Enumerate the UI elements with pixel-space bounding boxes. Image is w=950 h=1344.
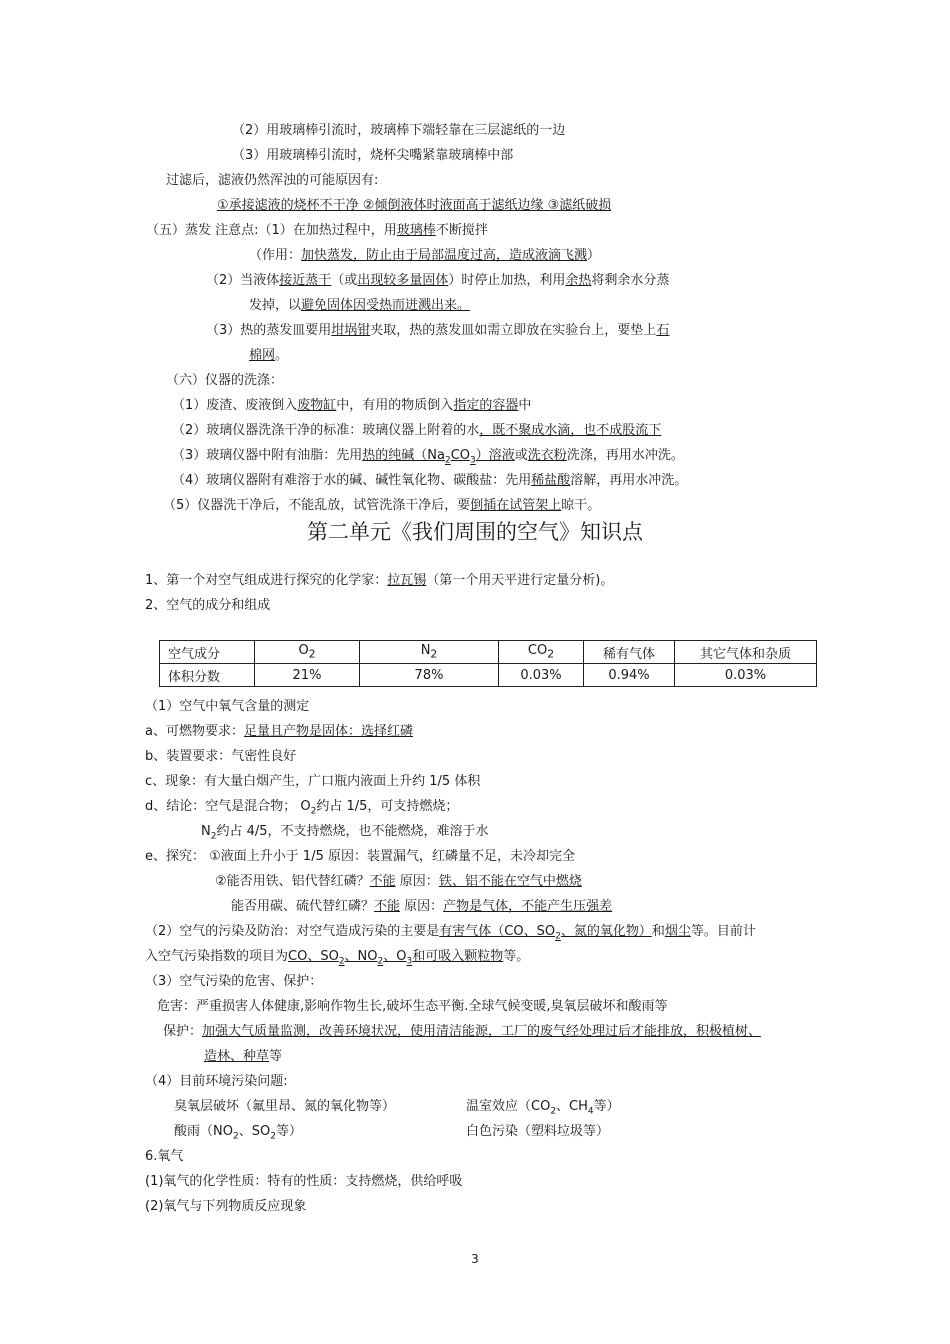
text-line-l7 xyxy=(206,272,669,290)
text-line-l26 xyxy=(215,873,582,891)
text-segment: 入空气污染指数的项目为 xyxy=(145,949,289,964)
text-line-l8 xyxy=(249,297,470,315)
text-segment: 2、空气的成分和组成 xyxy=(145,598,271,613)
underlined-answer: 产物是气体，不能产生压强差 xyxy=(443,899,613,914)
text-segment: 保护： xyxy=(163,1024,203,1039)
text-segment: 等 xyxy=(269,1049,283,1064)
underlined-answer: ）溶液 xyxy=(475,448,515,463)
underlined-answer: 坩埚钳 xyxy=(331,323,371,338)
underlined-answer: 、O xyxy=(383,949,407,964)
text-segment: 2 xyxy=(232,1131,239,1142)
text-segment: （3）空气污染的危害、保护： xyxy=(145,974,323,989)
text-segment: 温室效应（CO xyxy=(466,1099,551,1114)
text-line-l9 xyxy=(206,322,669,340)
underlined-answer: 造林、种草 xyxy=(204,1049,270,1064)
text-segment: 酸雨（NO xyxy=(174,1124,233,1139)
underlined-answer: 热的纯碱（Na xyxy=(362,448,445,463)
text-segment: 或 xyxy=(514,448,528,463)
text-segment: 中 xyxy=(518,398,532,413)
underlined-answer: 洗衣粉 xyxy=(527,448,567,463)
text-segment: 、CH xyxy=(556,1099,588,1114)
text-line-l29 xyxy=(145,948,529,971)
underlined-answer: 玻璃棒 xyxy=(396,223,436,238)
text-line-l12 xyxy=(172,397,531,415)
text-segment: 2 xyxy=(550,1106,557,1117)
text-segment: （2）空气的污染及防治：对空气造成污染的主要是 xyxy=(145,924,440,939)
text-segment: 危害：严重损害人体健康,影响作物生长,破坏生态平衡.全球气候变暖,臭氧层破坏和酸雨等 xyxy=(157,999,668,1014)
text-line-l14 xyxy=(172,447,684,470)
air-composition-table xyxy=(159,640,817,687)
text-segment: e、探究： ①液面上升小于 1/5 原因：装置漏气，红磷量不足，未冷却完全 xyxy=(145,849,575,864)
underlined-answer: 、氮的氧化物） xyxy=(560,924,652,939)
text-segment: 发掉，以 xyxy=(249,298,302,313)
table-cell: 21% xyxy=(255,664,360,687)
text-segment: 能否用碳、硫代替红磷？ xyxy=(231,899,375,914)
text-segment: ）时停止加热，利用 xyxy=(448,273,566,288)
text-line-l5 xyxy=(146,222,488,240)
text-segment: （或 xyxy=(331,273,358,288)
text-segment: d、结论：空气是混合物； O xyxy=(145,799,311,814)
table-cell: 体积分数 xyxy=(160,664,255,687)
text-segment: 2 xyxy=(310,806,317,817)
underlined-answer: 铁、铝不能在空气中燃烧 xyxy=(438,874,582,889)
text-segment: （1）空气中氧气含量的测定 xyxy=(145,699,310,714)
text-segment: 6.氧气 xyxy=(145,1149,184,1164)
text-line-l15 xyxy=(172,472,687,490)
underlined-answer: 接近蒸干 xyxy=(279,273,332,288)
underlined-answer: 2 xyxy=(555,931,561,942)
text-segment: ②能否用铁、铝代替红磷？ xyxy=(215,874,370,889)
underlined-answer: 加快蒸发，防止由于局部温度过高，造成液滴飞溅 xyxy=(301,248,588,263)
text-segment: 约占 1/5，可支持燃烧； xyxy=(316,799,459,814)
table-header-row xyxy=(160,641,817,664)
text-line-l6 xyxy=(249,247,600,265)
underlined-answer: 加强大气质量监测，改善环境状况，使用清洁能源，工厂的废气经处理过后才能排放，积极植树、 xyxy=(202,1024,762,1039)
text-segment: N xyxy=(201,824,211,839)
text-line-l34 xyxy=(145,1073,288,1091)
text-segment: （3）玻璃仪器中附有油脂：先用 xyxy=(172,448,363,463)
text-line-l23 xyxy=(145,798,458,821)
underlined-answer: 有害气体（CO、SO xyxy=(439,924,556,939)
underlined-answer: 2 xyxy=(377,956,384,967)
text-line-l36 xyxy=(466,1098,620,1121)
text-line-l11 xyxy=(166,372,283,390)
text-line-l18 xyxy=(145,597,270,615)
table-row xyxy=(160,664,817,687)
underlined-answer: 石 xyxy=(656,323,670,338)
text-segment: 和 xyxy=(651,924,665,939)
text-line-l38 xyxy=(466,1123,609,1141)
text-segment: 4 xyxy=(587,1106,594,1117)
text-line-l33 xyxy=(204,1048,282,1066)
text-line-l24 xyxy=(201,823,489,846)
underlined-answer: 拉瓦锡 xyxy=(387,573,427,588)
text-segment: 等） xyxy=(593,1099,620,1114)
table-header-cell: 稀有气体 xyxy=(584,641,675,664)
underlined-answer: 余热 xyxy=(565,273,592,288)
text-line-l17 xyxy=(145,572,613,590)
underlined-answer: 2 xyxy=(444,455,451,466)
table-cell: 0.03% xyxy=(675,664,817,687)
text-segment: (1)氧气的化学性质：特有的性质：支持燃烧，供给呼吸 xyxy=(145,1174,463,1189)
underlined-answer: 不能 xyxy=(369,874,396,889)
text-segment: 等。 xyxy=(503,949,530,964)
text-line-l19 xyxy=(145,698,309,716)
text-segment: （2）当液体 xyxy=(206,273,280,288)
text-line-l3 xyxy=(166,172,378,190)
text-segment: （4）目前环境污染问题: xyxy=(145,1074,288,1089)
text-line-l35 xyxy=(174,1098,395,1116)
table-header-cell: $CO_2$ xyxy=(499,641,584,664)
text-line-l16 xyxy=(163,497,600,515)
text-segment: 不断搅拌 xyxy=(435,223,488,238)
text-segment: 夹取，热的蒸发皿如需立即放在实验台上，要垫上 xyxy=(370,323,657,338)
underlined-answer: ①承接滤液的烧杯不干净 ②倾倒液体时液面高于滤纸边缘 ③滤纸破损 xyxy=(217,198,612,213)
text-segment: 。 xyxy=(275,348,289,363)
text-segment: 原因： xyxy=(395,874,439,889)
underlined-answer: 棉网 xyxy=(249,348,276,363)
text-segment: （1）废渣、废液倒入 xyxy=(172,398,298,413)
text-segment: 洗涤，再用水冲洗。 xyxy=(566,448,684,463)
page-number: 3 xyxy=(471,1252,479,1266)
text-segment: 约占 4/5，不支持燃烧，也不能燃烧，难溶于水 xyxy=(216,824,489,839)
text-line-l20 xyxy=(145,723,413,741)
table-header-cell: $N_2$ xyxy=(360,641,499,664)
text-line-l21 xyxy=(145,748,296,766)
text-line-l37 xyxy=(174,1123,302,1146)
text-segment: （六）仪器的洗涤： xyxy=(166,373,284,388)
text-segment: 臭氧层破坏（氟里昂、氮的氧化物等） xyxy=(174,1099,396,1114)
underlined-answer: 废物缸 xyxy=(297,398,337,413)
text-segment: （作用： xyxy=(249,248,302,263)
text-line-l31 xyxy=(157,998,668,1016)
underlined-answer: 3 xyxy=(470,455,476,466)
text-segment: (2)氧气与下列物质反应现象 xyxy=(145,1199,307,1214)
text-segment: 晾干。 xyxy=(561,498,601,513)
text-segment: （2）玻璃仪器洗涤干净的标准：玻璃仪器上附着的水 xyxy=(172,423,480,438)
underlined-answer: CO xyxy=(450,448,471,463)
text-segment: c、现象：有大量白烟产生，广口瓶内液面上升约 1/5 体积 xyxy=(145,774,481,789)
text-segment: （3）用玻璃棒引流时，烧杯尖嘴紧靠玻璃棒中部 xyxy=(232,148,514,163)
table-cell: 0.94% xyxy=(584,664,675,687)
text-segment: 将剩余水分蒸 xyxy=(591,273,670,288)
table-header-cell: $O_2$ xyxy=(255,641,360,664)
text-segment: 溶解，再用水冲洗。 xyxy=(570,473,688,488)
underlined-answer: 和可吸入颗粒物 xyxy=(412,949,504,964)
text-segment: 原因： xyxy=(400,899,444,914)
text-segment: a、可燃物要求： xyxy=(145,724,244,739)
text-line-l4 xyxy=(217,197,611,215)
underlined-answer: 出现较多量固体 xyxy=(357,273,449,288)
text-segment: ） xyxy=(587,248,601,263)
text-segment: 1、第一个对空气组成进行探究的化学家： xyxy=(145,573,388,588)
unit-title: 第二单元《我们周围的空气》知识点 xyxy=(307,520,643,544)
text-line-l13 xyxy=(172,422,661,440)
text-segment: （5）仪器洗干净后，不能乱放，试管洗涤干净后，要 xyxy=(163,498,471,513)
underlined-answer: CO、SO xyxy=(288,949,339,964)
underlined-answer: 避免固体因受热而迸溅出来。 xyxy=(301,298,471,313)
underlined-answer: 足量且产物是固体：选择红磷 xyxy=(243,724,413,739)
text-segment: （3）热的蒸发皿要用 xyxy=(206,323,332,338)
underlined-answer: 稀盐酸 xyxy=(531,473,571,488)
underlined-answer: 不能 xyxy=(374,899,401,914)
text-segment: 2 xyxy=(210,831,217,842)
text-segment: 2 xyxy=(270,1131,276,1142)
text-line-l25 xyxy=(145,848,575,866)
text-line-l41 xyxy=(145,1198,306,1216)
text-line-l39 xyxy=(145,1148,183,1166)
text-segment: 等。目前计 xyxy=(690,924,756,939)
text-line-l10 xyxy=(249,347,288,365)
text-segment: 过滤后，滤液仍然浑浊的可能原因有: xyxy=(166,173,379,188)
table-header-cell: 空气成分 xyxy=(160,641,255,664)
text-line-l22 xyxy=(145,773,480,791)
text-line-l32 xyxy=(163,1023,761,1041)
text-line-l1 xyxy=(232,122,565,140)
underlined-answer: 指定的容器 xyxy=(453,398,519,413)
text-line-l30 xyxy=(145,973,322,991)
table-header-cell: 其它气体和杂质 xyxy=(675,641,817,664)
text-segment: （2）用玻璃棒引流时，玻璃棒下端轻靠在三层滤纸的一边 xyxy=(232,123,566,138)
underlined-answer: 、NO xyxy=(344,949,378,964)
text-segment: 白色污染（塑料垃圾等） xyxy=(466,1124,610,1139)
text-line-l28 xyxy=(145,923,756,946)
text-segment: （4）玻璃仪器附有难溶于水的碱、碱性氧化物、碳酸盐：先用 xyxy=(172,473,532,488)
text-line-l27 xyxy=(231,898,612,916)
text-segment: （五）蒸发 注意点:（1）在加热过程中，用 xyxy=(146,223,397,238)
text-line-l2 xyxy=(232,147,513,165)
table-cell: 0.03% xyxy=(499,664,584,687)
underlined-answer: 倒插在试管架上 xyxy=(470,498,562,513)
underlined-answer: ，既不聚成水滴，也不成股流下 xyxy=(479,423,662,438)
table-cell: 78% xyxy=(360,664,499,687)
text-segment: b、装置要求：气密性良好 xyxy=(145,749,297,764)
text-line-l40 xyxy=(145,1173,462,1191)
underlined-answer: 烟尘 xyxy=(664,924,691,939)
text-segment: 等） xyxy=(275,1124,302,1139)
text-segment: 中，有用的物质倒入 xyxy=(336,398,454,413)
text-segment: （第一个用天平进行定量分析)。 xyxy=(426,573,614,588)
underlined-answer: 2 xyxy=(338,956,345,967)
underlined-answer: 3 xyxy=(406,956,413,967)
text-segment: 、SO xyxy=(238,1124,271,1139)
